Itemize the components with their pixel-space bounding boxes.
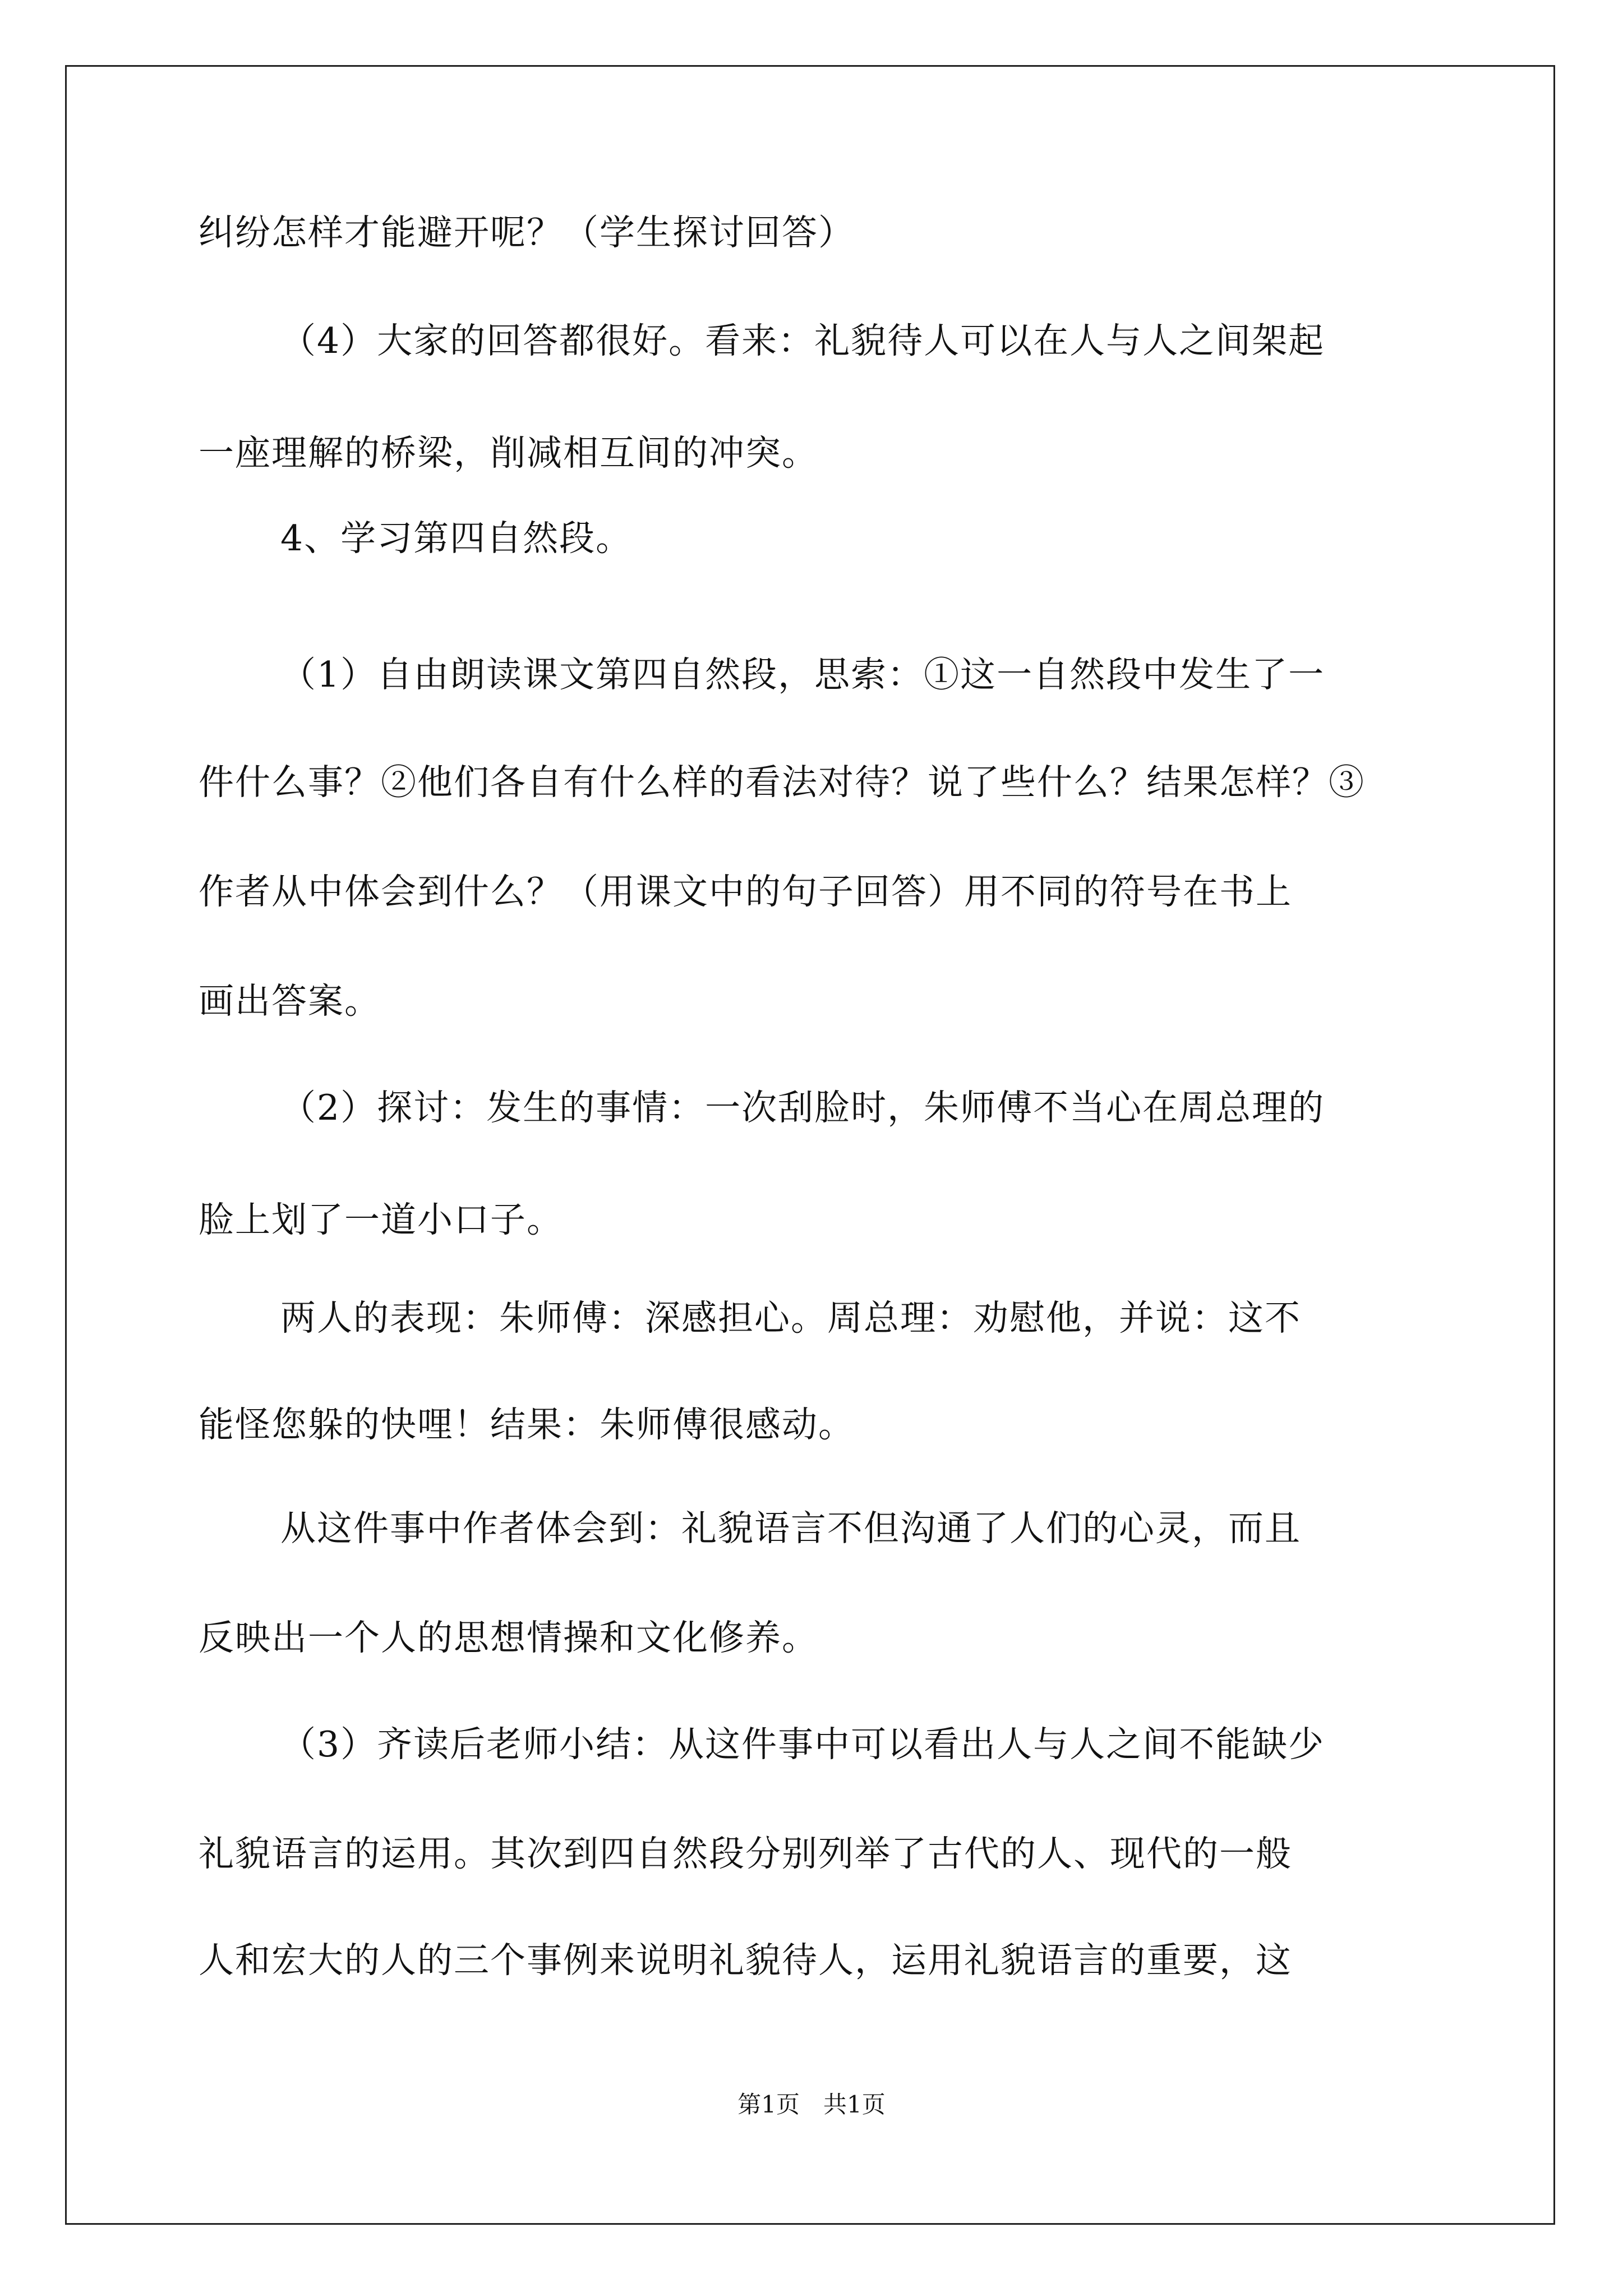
text-line: 一座理解的桥梁，削减相互间的冲突。 bbox=[199, 432, 818, 473]
page-number-footer: 第1页 共1页 bbox=[737, 2091, 886, 2118]
text-line: 反映出一个人的思想情操和文化修养。 bbox=[199, 1617, 818, 1658]
text-line: 件什么事？②他们各自有什么样的看法对待？说了些什么？结果怎样？③ bbox=[199, 762, 1365, 803]
text-line: 能怪您躲的快哩！结果：朱师傅很感动。 bbox=[199, 1404, 855, 1445]
text-line: 人和宏大的人的三个事例来说明礼貌待人，运用礼貌语言的重要，这 bbox=[199, 1940, 1292, 1981]
text-line: （2）探讨：发生的事情：一次刮脸时，朱师傅不当心在周总理的 bbox=[280, 1087, 1325, 1128]
text-line: 纠纷怎样才能避开呢？（学生探讨回答） bbox=[199, 212, 855, 253]
text-line: （1）自由朗读课文第四自然段，思索：①这一自然段中发生了一 bbox=[280, 654, 1325, 695]
text-line: 4、学习第四自然段。 bbox=[280, 518, 633, 559]
text-line: （4）大家的回答都很好。看来：礼貌待人可以在人与人之间架起 bbox=[280, 320, 1325, 361]
text-line: 画出答案。 bbox=[199, 981, 381, 1022]
text-line: 作者从中体会到什么？（用课文中的句子回答）用不同的符号在书上 bbox=[199, 871, 1292, 912]
page-border bbox=[65, 65, 1555, 2225]
text-line: 礼貌语言的运用。其次到四自然段分别列举了古代的人、现代的一般 bbox=[199, 1833, 1292, 1874]
text-line: 从这件事中作者体会到：礼貌语言不但沟通了人们的心灵，而且 bbox=[280, 1508, 1301, 1549]
text-line: 两人的表现：朱师傅：深感担心。周总理：劝慰他，并说：这不 bbox=[280, 1297, 1301, 1338]
text-line: 脸上划了一道小口子。 bbox=[199, 1199, 563, 1240]
text-line: （3）齐读后老师小结：从这件事中可以看出人与人之间不能缺少 bbox=[280, 1724, 1325, 1765]
